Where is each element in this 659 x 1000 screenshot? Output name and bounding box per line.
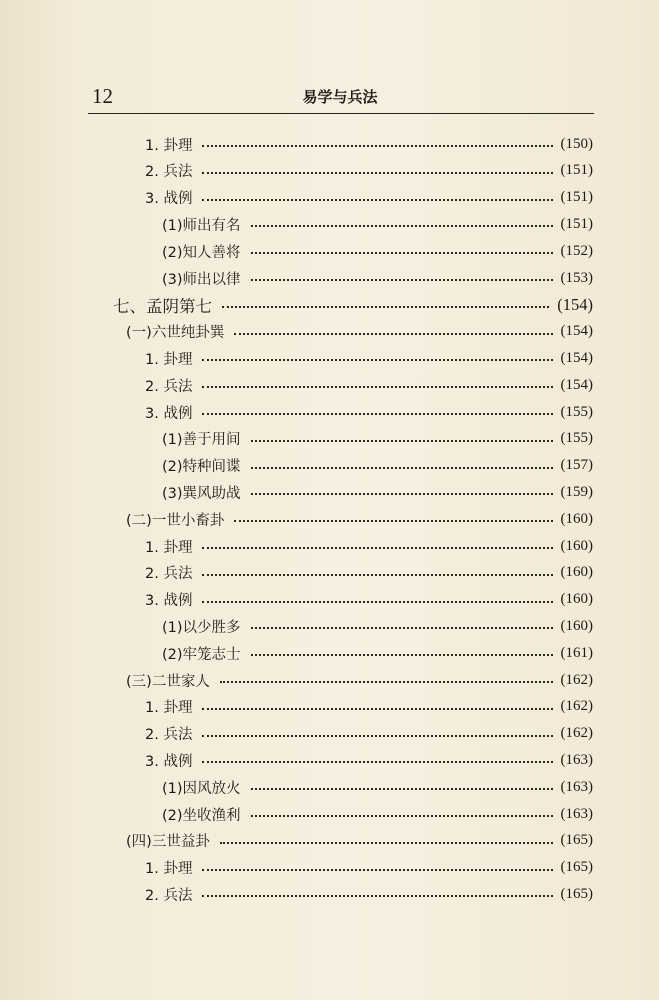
toc-entry — [162, 614, 593, 638]
page-number: 12 — [92, 84, 113, 108]
dot-leader — [234, 333, 552, 335]
dot-leader — [251, 815, 553, 817]
toc-entry-label: 1. 卦理 — [145, 539, 193, 556]
toc-entry-page: (163) — [560, 805, 593, 822]
toc-entry-label: 1. 卦理 — [145, 700, 193, 717]
toc-entry — [145, 186, 593, 210]
toc-entry-label: (1)善于用间 — [162, 432, 241, 449]
toc-entry-page: (153) — [560, 269, 593, 286]
toc-entry-label: 3. 战例 — [145, 593, 193, 610]
toc-entry-label: (四)三世益卦 — [126, 834, 210, 851]
toc-entry — [145, 856, 593, 880]
toc-entry-page: (159) — [560, 483, 593, 500]
dot-leader — [251, 654, 553, 656]
dot-leader — [202, 735, 552, 737]
toc-entry — [145, 346, 593, 370]
header-rule — [88, 113, 594, 114]
toc-entry-page: (163) — [560, 751, 593, 768]
dot-leader — [202, 386, 552, 388]
dot-leader — [202, 199, 552, 201]
toc-entry — [162, 266, 593, 290]
toc-entry — [162, 480, 593, 504]
toc-entry-page: (163) — [560, 778, 593, 795]
toc-entry — [145, 159, 593, 183]
page-header — [88, 82, 592, 112]
toc-entry-page: (157) — [560, 457, 593, 474]
toc-entry-label: (3)师出以律 — [162, 271, 241, 288]
toc-entry-label: 2. 兵法 — [145, 727, 193, 744]
dot-leader — [202, 761, 552, 763]
dot-leader — [202, 413, 552, 415]
toc-entry — [162, 239, 593, 263]
toc-entry-label: (2)坐收渔利 — [162, 807, 241, 824]
dot-leader — [202, 145, 552, 147]
toc-entry-page: (162) — [560, 698, 593, 715]
toc-entry — [126, 829, 593, 853]
dot-leader — [251, 225, 553, 227]
toc-entry-page: (162) — [560, 671, 593, 688]
toc-entry-page: (161) — [560, 644, 593, 661]
dot-leader — [202, 574, 552, 576]
toc-entry-label: 2. 兵法 — [145, 378, 193, 395]
dot-leader — [251, 252, 553, 254]
toc-entry-label: 2. 兵法 — [145, 566, 193, 583]
toc-entry-page: (155) — [560, 403, 593, 420]
toc-entry — [145, 588, 593, 612]
toc-entry-page: (154) — [557, 294, 593, 314]
toc-entry-label: 3. 战例 — [145, 753, 193, 770]
dot-leader — [220, 681, 553, 683]
toc-entry — [126, 507, 593, 531]
dot-leader — [251, 440, 553, 442]
toc-entry — [113, 293, 593, 317]
toc-entry-page: (154) — [560, 349, 593, 366]
dot-leader — [202, 869, 552, 871]
toc-entry — [145, 561, 593, 585]
toc-entry-page: (160) — [560, 537, 593, 554]
toc-entry — [145, 695, 593, 719]
toc-entry-page: (165) — [560, 859, 593, 876]
toc-entry-label: (2)特种间谍 — [162, 459, 241, 476]
toc-entry-label: (二)一世小畜卦 — [126, 512, 225, 529]
toc-entry-page: (160) — [560, 591, 593, 608]
toc-entry-label: 2. 兵法 — [145, 164, 193, 181]
toc-entry-label: (三)二世家人 — [126, 673, 210, 690]
toc-entry — [162, 802, 593, 826]
toc-entry-label: (2)知人善将 — [162, 244, 241, 261]
toc-entry — [145, 373, 593, 397]
dot-leader — [234, 520, 552, 522]
toc-entry-page: (155) — [560, 430, 593, 447]
toc-entry-page: (160) — [560, 510, 593, 527]
toc-entry-label: 1. 卦理 — [145, 861, 193, 878]
dot-leader — [202, 708, 552, 710]
dot-leader — [251, 467, 553, 469]
toc-entry-label: 3. 战例 — [145, 191, 193, 208]
toc-entry — [126, 320, 593, 344]
toc-entry-page: (165) — [560, 832, 593, 849]
toc-entry — [145, 534, 593, 558]
toc-entry — [162, 641, 593, 665]
toc-entry-label: (1)师出有名 — [162, 217, 241, 234]
dot-leader — [202, 895, 552, 897]
toc-entry-label: (2)牢笼志士 — [162, 646, 241, 663]
toc-entry — [162, 212, 593, 236]
dot-leader — [251, 493, 553, 495]
dot-leader — [220, 842, 553, 844]
toc-entry-label: (1)因风放火 — [162, 780, 241, 797]
toc-entry-label: 七、孟阴第七 — [113, 296, 212, 316]
dot-leader — [202, 601, 552, 603]
toc-entry-page: (162) — [560, 725, 593, 742]
toc-entry-page: (160) — [560, 617, 593, 634]
toc-entry-page: (160) — [560, 564, 593, 581]
dot-leader — [202, 547, 552, 549]
toc-entry-page: (154) — [560, 376, 593, 393]
toc-entry-label: (1)以少胜多 — [162, 619, 241, 636]
dot-leader — [251, 627, 553, 629]
toc-entry-label: (一)六世纯卦巽 — [126, 325, 225, 342]
toc-entry — [162, 427, 593, 451]
toc-entry — [145, 132, 593, 156]
dot-leader — [202, 359, 552, 361]
toc-entry — [162, 454, 593, 478]
toc-entry-page: (151) — [560, 189, 593, 206]
toc-entry-page: (154) — [560, 323, 593, 340]
toc-entry-label: 1. 卦理 — [145, 137, 193, 154]
toc-entry-label: 3. 战例 — [145, 405, 193, 422]
toc-entry — [145, 748, 593, 772]
dot-leader — [251, 279, 553, 281]
dot-leader — [222, 306, 549, 308]
toc-entry-page: (150) — [560, 135, 593, 152]
toc-entry — [162, 775, 593, 799]
toc-entry — [145, 722, 593, 746]
toc-entry-label: 1. 卦理 — [145, 351, 193, 368]
toc-entry-page: (151) — [560, 215, 593, 232]
dot-leader — [202, 172, 552, 174]
toc-entry — [145, 882, 593, 906]
toc-entry-page: (152) — [560, 242, 593, 259]
toc-entry — [126, 668, 593, 692]
toc-entry — [145, 400, 593, 424]
toc-entry-page: (165) — [560, 885, 593, 902]
dot-leader — [251, 788, 553, 790]
toc-entry-label: (3)巽风助战 — [162, 485, 241, 502]
toc-entry-label: 2. 兵法 — [145, 887, 193, 904]
toc-entry-page: (151) — [560, 162, 593, 179]
running-title: 易学与兵法 — [302, 88, 378, 106]
